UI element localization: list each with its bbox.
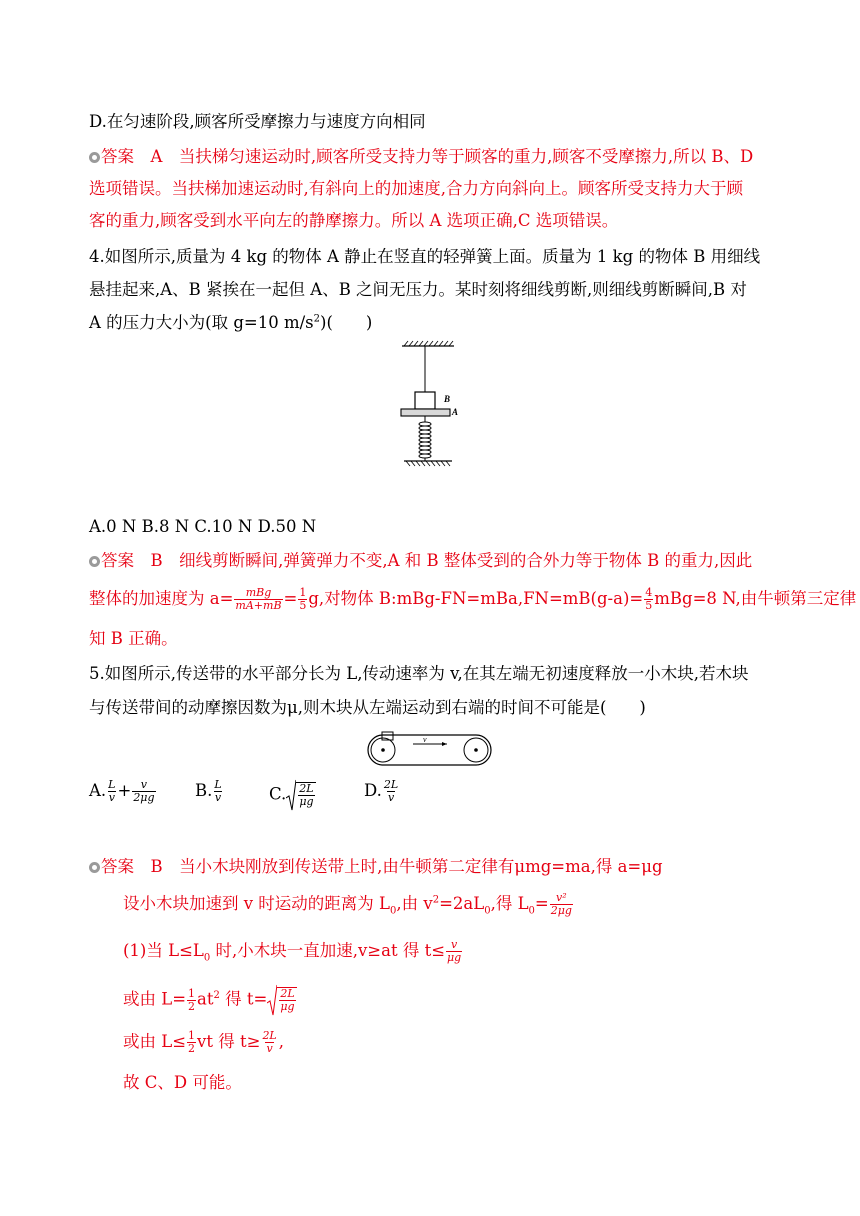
sqrt-sign: $\frac{2L}{\mu g}$ xyxy=(267,984,296,1016)
q4-options: A.0 N B.8 N C.10 N D.50 N xyxy=(89,517,317,536)
q5-solution-line3: (1)当 $L\le L_0$ 时,小木块一直加速,v≥at 得 t≤ $\frac{v}{\mu g}$ xyxy=(123,938,462,964)
q5-answer-line1: 答案 B 当小木块刚放到传送带上时,由牛顿第二定律有μmg=ma,得 a=μg xyxy=(89,856,663,878)
q5-stem-line2: 与传送带间的动摩擦因数为μ,则木块从左端运动到右端的时间不可能是( ) xyxy=(89,698,646,717)
q5-solution-line6: 故 C、D 可能。 xyxy=(123,1073,242,1092)
q5-option-a: A. $\frac{L}{v}$ + $\frac{v}{2\mu g}$ xyxy=(89,778,155,804)
answer-badge-icon xyxy=(89,152,100,163)
label-b: B xyxy=(444,394,451,404)
q4-answer-line3: 知 B 正确。 xyxy=(89,629,178,648)
q5-solution-line5: 或由 L≤ $\frac{1}{2}$ vt 得 t≥ $\frac{2L}{v}$ , xyxy=(123,1029,284,1055)
q3-answer-line2: 选项错误。当扶梯加速运动时,有斜向上的加速度,合力方向斜向上。顾客所受支持力大于顾 xyxy=(89,179,743,198)
q4-stem-line1: 4.如图所示,质量为 4 kg 的物体 A 静止在竖直的轻弹簧上面。质量为 1 kg 的物体 B 用细线 xyxy=(89,247,761,266)
q5-option-b: B. $\frac{L}{v}$ xyxy=(195,778,222,804)
q5-stem-line1: 5.如图所示,传送带的水平部分长为 L,传动速率为 v,在其左端无初速度释放一小木块,若木块 xyxy=(89,664,749,683)
q3-option-d: D.在匀速阶段,顾客所受摩擦力与速度方向相同 xyxy=(89,112,426,131)
q4-stem-line3: A 的压力大小为(取 g=10 $m/s^2$)( ) xyxy=(89,313,373,332)
q5-solution-line2: 设小木块加速到 v 时运动的距离为 $L_0$,由 $v^2=2aL_0$,得 $L_0=$ $\frac{\text{v²}}{2\mu g}$ xyxy=(123,891,572,917)
sqrt-sign: $\frac{2L}{\mu g}$ xyxy=(286,779,315,811)
q4-stem-line2: 悬挂起来,A、B 紧挨在一起但 A、B 之间无压力。某时刻将细线剪断,则细线剪断瞬间,B 对 xyxy=(89,280,747,299)
label-v: v xyxy=(423,735,427,744)
q5-option-d: D. $\frac{2L}{v}$ xyxy=(364,778,399,804)
q5-option-c: C. $\frac{2L}{\mu g}$ xyxy=(269,779,316,811)
q3-answer-line1: 答案 A 当扶梯匀速运动时,顾客所受支持力等于顾客的重力,顾客不受摩擦力,所以 B、D xyxy=(89,146,753,168)
q4-answer-line2: 整体的加速度为 a= $\frac{\text{mBg}}{mA+mB}$ = $\frac{1}{5}$ g,对物体 B:mBg-FN=mBa,FN=mB(g-a)= $\frac{4}{5}$ mBg=8 N,由牛顿第三定律 xyxy=(89,586,857,612)
label-a: A xyxy=(452,407,459,417)
q5-solution-line4: 或由 L= $\frac{1}{2}$ $at^2$ 得 t= $\frac{2L}{\mu g}$ xyxy=(123,984,297,1016)
answer-badge-icon xyxy=(89,556,100,567)
answer-badge-icon xyxy=(89,862,100,873)
q4-answer-line1: 答案 B 细线剪断瞬间,弹簧弹力不变,A 和 B 整体受到的合外力等于物体 B 的重力,因此 xyxy=(89,550,752,572)
conveyor-belt-figure xyxy=(365,730,495,770)
q3-answer-line3: 客的重力,顾客受到水平向左的静摩擦力。所以 A 选项正确,C 选项错误。 xyxy=(89,211,619,230)
spring-block-figure xyxy=(398,340,468,468)
